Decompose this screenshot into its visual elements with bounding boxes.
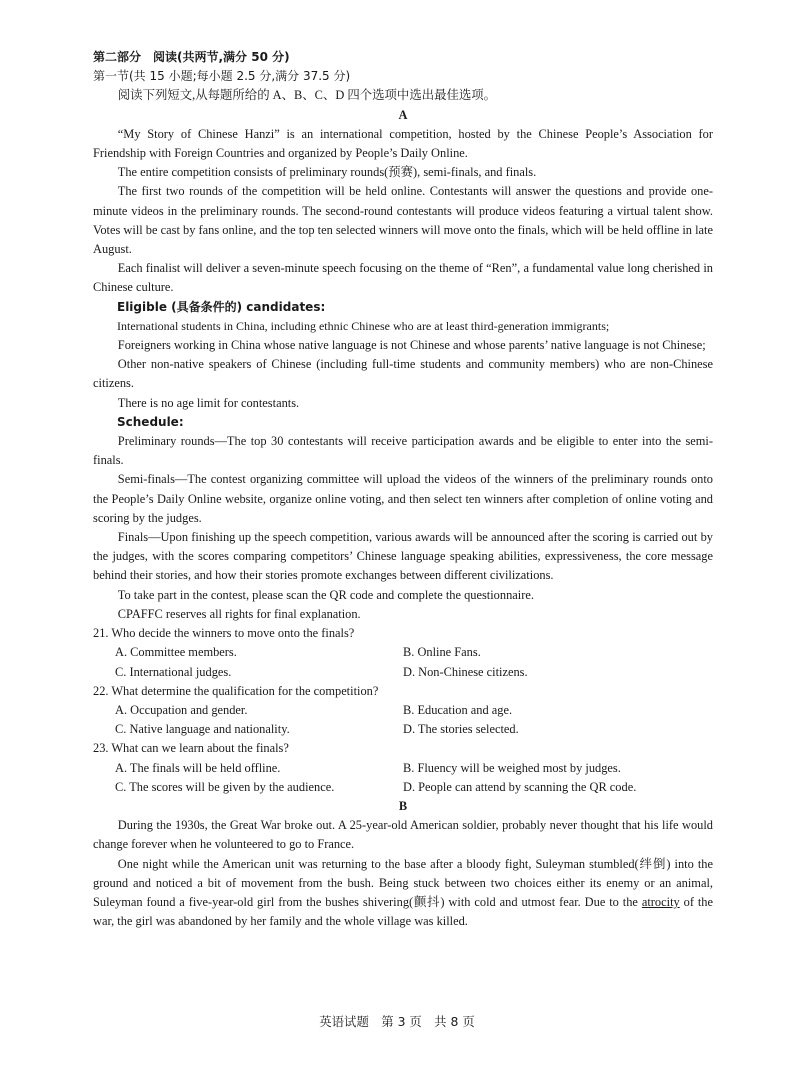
instruction: 阅读下列短文,从每题所给的 A、B、C、D 四个选项中选出最佳选项。 [117,88,497,103]
passage-a-p4: Each finalist will deliver a seven-minute speech focusing on the theme of “Ren”, a fundamental value long cherished in Chinese culture. [93,261,713,295]
option-d: D. Non-Chinese citizens. [403,664,528,679]
page-footer: 英语试题 第 3 页 共 8 页 [319,1014,475,1029]
option-a: A. Committee members. [115,645,237,660]
schedule-2: Semi-finals—The contest organizing committee will upload the videos of the winners of the preliminary rounds onto the People’s Daily Online website, organize online voting, and then select ten winners after completion of online voting and scoring by the judges. [93,472,713,525]
eligible-3: Other non-native speakers of Chinese (including full-time students and community members) who are non-Chinese citizens. [93,357,713,391]
eligible-4: There is no age limit for contestants. [117,395,300,410]
schedule-3: Finals—Upon finishing up the speech competition, various awards will be announced after the scoring is carried out by the judges, with the scores comparing competitors’ Chinese language speaking abilities, expressiveness, the core message behind their stories, and how their stories promote exchanges between different civilizations. [93,530,713,583]
option-b: B. Fluency will be weighed most by judges. [403,760,621,775]
schedule-1: Preliminary rounds—The top 30 contestants will receive participation awards and be eligible to enter into the semi-finals. [93,434,713,468]
question-stem: 21. Who decide the winners to move onto the finals? [93,626,355,641]
question-23 [93,739,713,797]
option-d: D. People can attend by scanning the QR code. [403,779,637,794]
question-stem: 22. What determine the qualification for the competition? [93,683,379,698]
eligible-1: International students in China, including ethnic Chinese who are at least third-generation immigrants; [117,318,610,333]
section-heading: 第一节(共 15 小题;每小题 2.5 分,满分 37.5 分) [93,69,351,84]
passage-a-p1: “My Story of Chinese Hanzi” is an international competition, hosted by the Chinese People’s Association for Friendship with Foreign Countries and organized by People’s Daily Online. [93,126,713,161]
option-a: A. Occupation and gender. [115,702,248,717]
part-heading: 第二部分 阅读(共两节,满分 50 分) [93,50,290,64]
option-b: B. Online Fans. [403,645,481,660]
option-c: C. The scores will be given by the audience. [115,779,335,794]
question-21 [93,624,713,682]
passage-b-label: B [398,798,408,813]
underlined-word: atrocity [641,894,680,909]
option-a: A. The finals will be held offline. [115,760,281,775]
schedule-5: CPAFFC reserves all rights for final explanation. [117,606,361,621]
passage-a-label: A [398,107,408,122]
passage-a-p2: The entire competition consists of preliminary rounds(预赛), semi-finals, and finals. [117,165,537,180]
option-c: C. International judges. [115,664,232,679]
passage-b-p2-text: One night while the American unit was returning to the base after a bloody fight, Suleyman stumbled(绊倒) into the ground and noticed a bit of movement from the bush. Being stuck between two choices either its enemy or an animal, Suleyman found a five-year-old girl from the bushes shivering(颤抖) with cold and utmost fear. Due to the [93,856,713,909]
eligible-2: Foreigners working in China whose native language is not Chinese and whose parents’ native language is not Chinese; [117,338,706,353]
option-b: B. Education and age. [403,702,513,717]
question-22 [93,682,713,740]
passage-b-p1: During the 1930s, the Great War broke out. A 25-year-old American soldier, probably never thought that his life would change forever when he volunteered to go to France. [93,818,713,852]
question-stem: 23. What can we learn about the finals? [93,741,289,756]
passage-a-p3: The first two rounds of the competition will be held online. Contestants will answer the questions and provide one-minute videos in the preliminary rounds. The second-round contestants will produce videos featuring a virtual talent show. Votes will be cast by fans online, and the top ten selected winners will move onto the finals, which will be held offline in late August. [93,184,713,257]
schedule-4: To take part in the contest, please scan the QR code and complete the questionnaire. [117,587,534,602]
passage-b-p2 [93,855,713,932]
option-d: D. The stories selected. [403,722,519,737]
passage-b-p2-text-end: of the war, the girl was abandoned by her family and the whole village was killed. [93,894,714,929]
option-c: C. Native language and nationality. [115,722,290,737]
schedule-heading: Schedule: [117,414,184,429]
eligible-heading: Eligible (具备条件的) candidates: [117,299,326,314]
exam-page [93,48,713,931]
